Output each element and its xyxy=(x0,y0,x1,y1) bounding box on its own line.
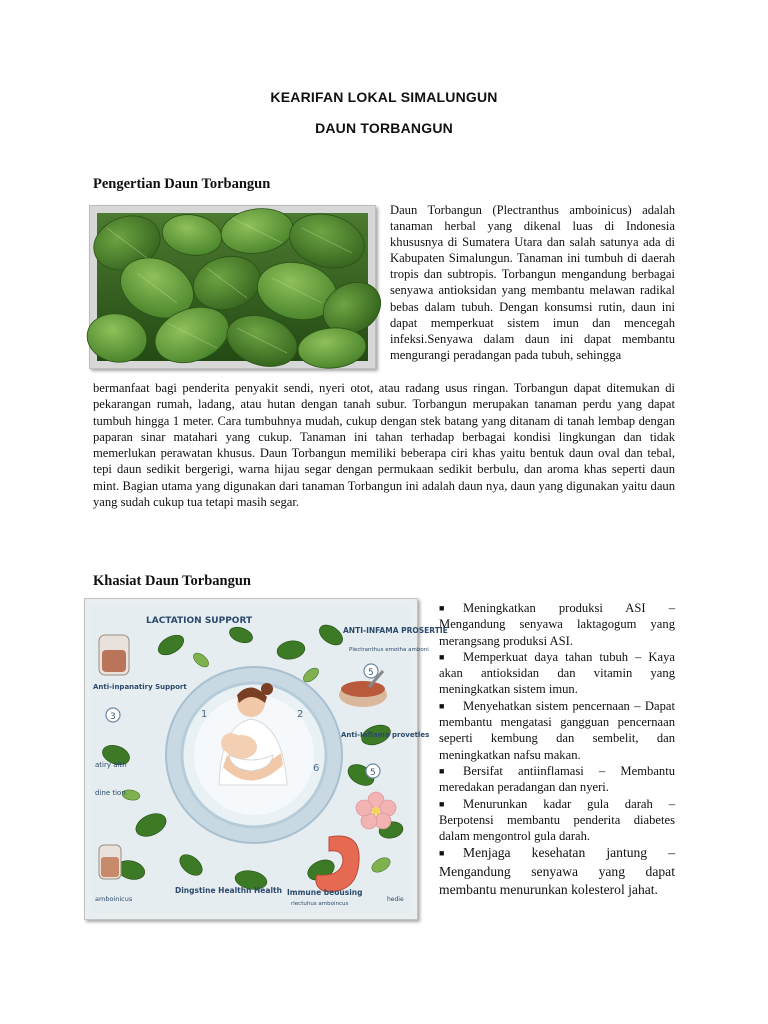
label-anti-inflam2: Anti-Inflama provetles xyxy=(341,731,430,739)
list-item: ■ Meningkatkan produksi ASI – Mengandung senyawa laktagogum yang merangsang produksi ASI. xyxy=(439,601,675,648)
square-bullet-icon: ■ xyxy=(439,848,445,859)
label-amboinicus: amboinicus xyxy=(95,895,133,903)
side-number-5: 5 xyxy=(368,668,374,678)
label-lactation: LACTATION SUPPORT xyxy=(146,616,253,626)
square-bullet-icon: ■ xyxy=(439,651,445,662)
ring-number-6: 6 xyxy=(313,763,320,774)
label-atiry: atiry alth xyxy=(95,761,127,769)
document-title: KEARIFAN LOKAL SIMALUNGUN xyxy=(270,89,498,105)
infographic-illustration xyxy=(91,605,448,913)
leaves-illustration xyxy=(97,213,368,361)
ring-number-2: 2 xyxy=(297,709,304,720)
side-number-3: 3 xyxy=(110,712,116,722)
ring-number-1: 1 xyxy=(201,709,208,720)
list-item: ■ Bersifat antiinflamasi – Membantu meredakan peradangan dan nyeri. xyxy=(439,763,675,795)
list-item: ■ Menurunkan kadar gula darah – Berpotensi membantu penderita diabetes dalam mengontrol gula darah. xyxy=(439,796,675,844)
label-anti-inpanatiry: Anti-inpanatiry Support xyxy=(93,683,187,691)
label-anti-inflam: ANTI-INFAMA PROSERTIE xyxy=(343,626,448,635)
label-digestive: Dingstine Healthn Health xyxy=(175,886,282,895)
square-bullet-icon: ■ xyxy=(439,603,445,613)
square-bullet-icon: ■ xyxy=(439,765,445,776)
label-dine: dine tion xyxy=(95,789,126,797)
square-bullet-icon: ■ xyxy=(439,700,445,711)
label-immune-sub: rlectuhus amboincus xyxy=(291,901,349,907)
label-anti-inflam-sub: Plectranthus emotha amboni xyxy=(349,647,429,653)
benefits-list xyxy=(439,600,675,898)
section-heading-definition: Pengertian Daun Torbangun xyxy=(93,176,271,192)
definition-paragraph-full: bermanfaat bagi penderita penyakit sendi, nyeri otot, atau radang usus ringan. Torbangun dapat ditemukan di pekarangan rumah, ladang, atau hutan dengan tanah subur. Torbangun merupakan tanaman perdu yang dapat tumbuh hingga 1 meter. Cara tumbuhnya mudah, cukup dengan stek batang yang ditanam di tanah lembap dengan paparan sinar matahari yang cukup. Tanaman ini tahan terhadap berbagai kondisi lingkungan dan tidak memerlukan perawatan khusus. Daun Torbangun memiliki beberapa ciri khas yaitu bentuk daun oval dan tebal, tepi daun sedikit bergerigi, warna hijau segar dengan permukaan sedikit berbulu, dan aroma khas seperti daun mint. Bagian utama yang digunakan dari tanaman Torbangun ini adalah daun nya, daun yang digunakan yaitu daun yang sudah cukup tua tetapi masih segar. xyxy=(93,381,675,510)
list-item: ■ Menyehatkan sistem pencernaan – Dapat membantu mengatasi gangguan pencernaan seperti kembung dan sembelit, dan meningkatkan nafsu makan. xyxy=(439,698,675,762)
label-hedie: hedie xyxy=(387,896,404,903)
torbangun-leaves-photo xyxy=(89,205,376,369)
list-item: ■ Menjaga kesehatan jantung – Mengandung senyawa yang dapat membantu menurunkan kolesterol jahat. xyxy=(439,845,675,897)
label-immune: Immune beousing xyxy=(287,888,363,897)
list-item: ■ Memperkuat daya tahan tubuh – Kaya akan antioksidan dan vitamin yang meningkatkan sistem imun. xyxy=(439,649,675,697)
document-subtitle: DAUN TORBANGUN xyxy=(315,120,453,136)
side-number-5b: 5 xyxy=(370,768,376,778)
square-bullet-icon: ■ xyxy=(439,798,445,809)
definition-paragraph-wrapped: Daun Torbangun (Plectranthus amboinicus) adalah tanaman herbal yang dikenal luas di Indonesia khususnya di Sumatera Utara dan salah satunya ada di Kabupaten Simalungun. Tanaman ini tumbuh di daerah tropis dan subtropis. Torbangun mengandung berbagai senyawa antioksidan yang membantu melawan radikal bebas dalam tubuh. Dengan konsumsi rutin, daun ini dapat memperkuat sistem imun dan mencegah infeksi.Senyawa dalam daun ini dapat membantu mengurangi peradangan pada tubuh, sehingga xyxy=(390,203,675,362)
benefits-infographic xyxy=(84,598,448,920)
section-heading-benefits: Khasiat Daun Torbangun xyxy=(93,573,251,589)
